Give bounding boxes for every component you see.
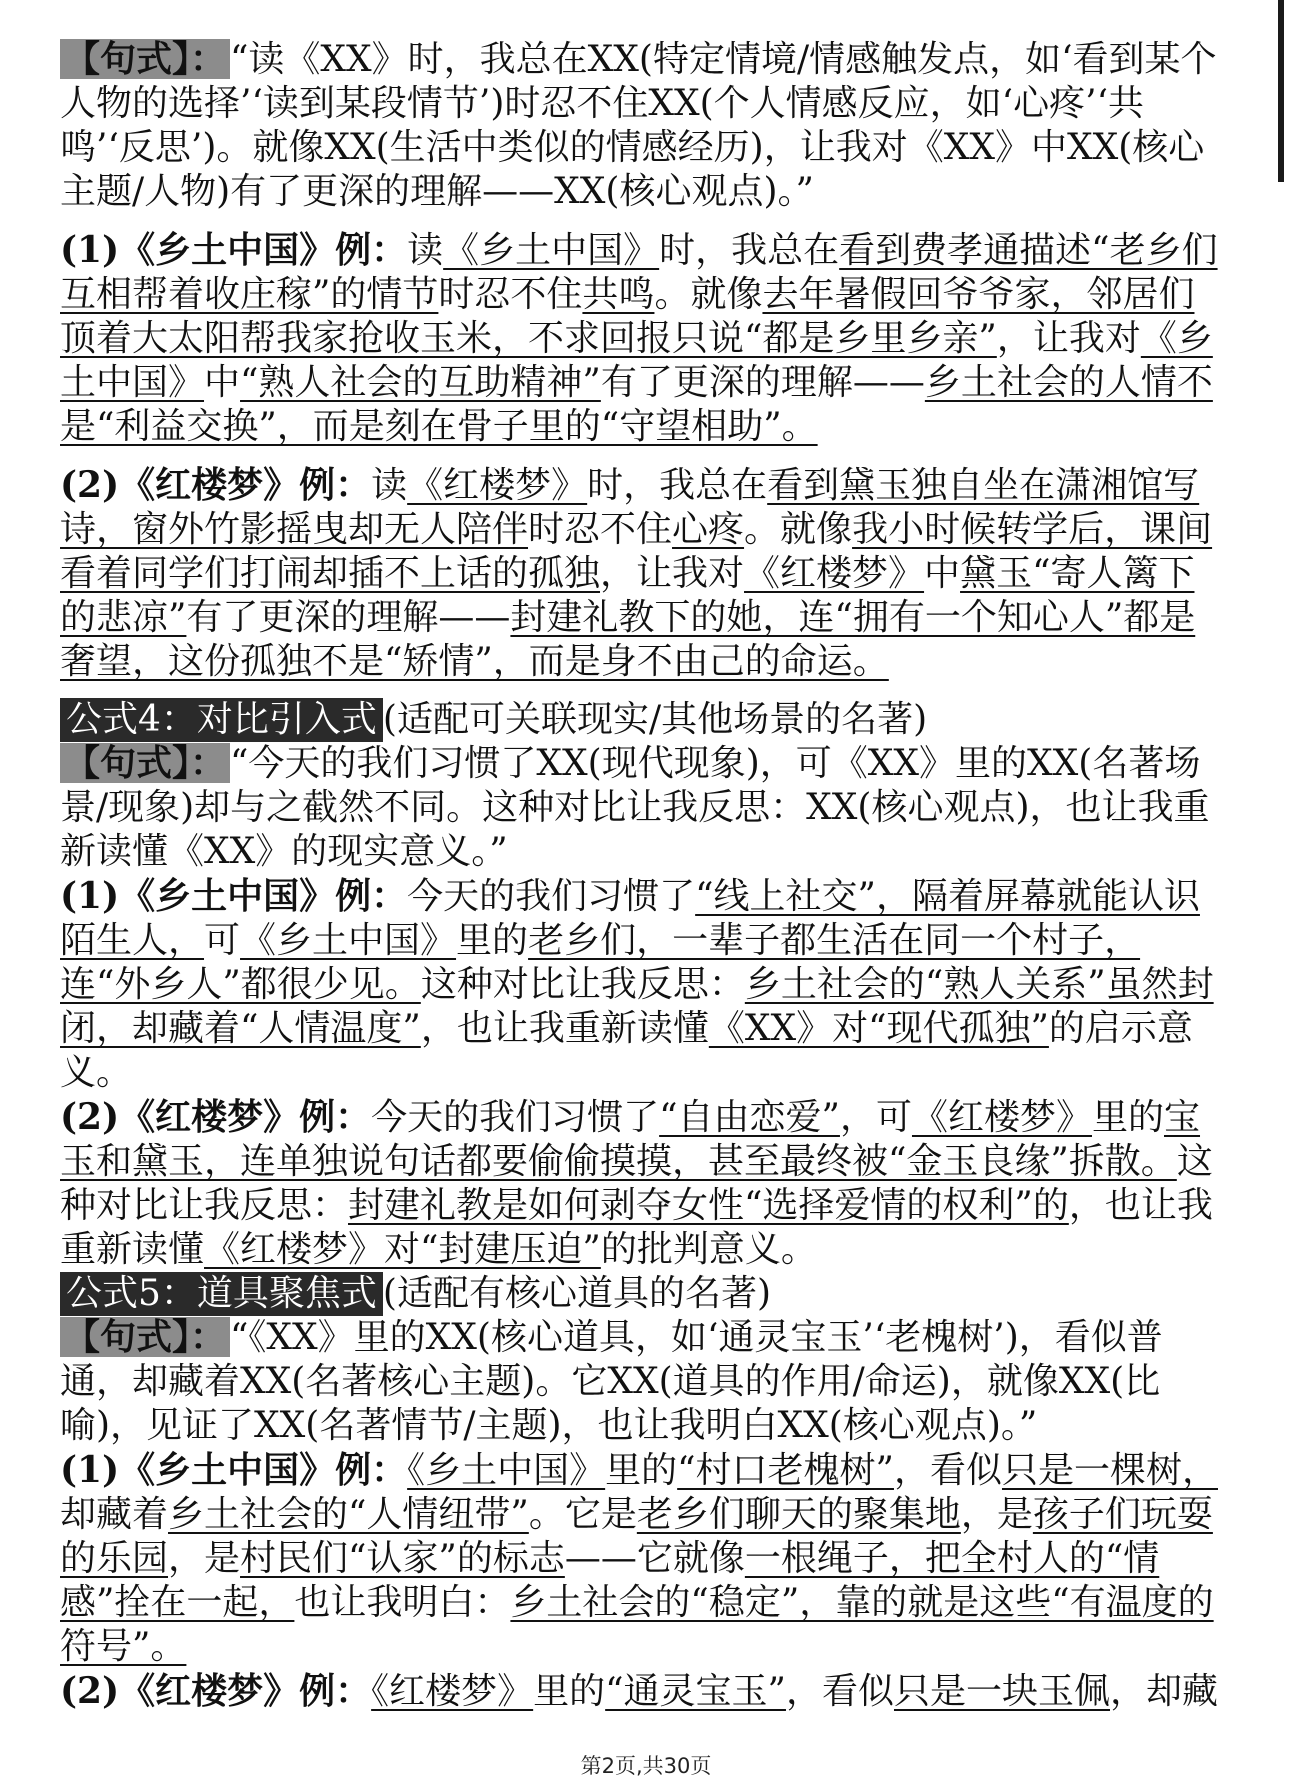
underlined-text: 封建礼教是如何剥夺女性“选择爱情的权利”的 <box>348 1185 1069 1226</box>
underlined-text: 看到费孝通描述“老乡们互相帮着收庄稼”的情节 <box>60 230 1218 315</box>
underlined-text: 心疼 <box>672 509 745 550</box>
example-xiangtu-1 <box>60 228 1228 449</box>
body-text: 的启示意义。 <box>60 1008 1193 1093</box>
body-text: 这种对比让我反思： <box>420 964 745 1005</box>
body-text: 时，我总在 <box>587 465 768 506</box>
body-text: 。它是 <box>528 1494 637 1535</box>
underlined-text: 看到黛玉独自坐在潇湘馆写诗，窗外竹影摇曳却无人陪伴 <box>60 465 1200 550</box>
body-text: 今天的我们习惯了 <box>371 1097 660 1138</box>
underlined-text: 乡土社会的“熟人关系”虽然封闭，却藏着“人情温度” <box>60 964 1214 1049</box>
sentence-pattern-1 <box>60 38 1228 214</box>
underlined-text: 《红楼梦》 <box>371 1671 534 1712</box>
body-text: 时忍不住 <box>438 274 583 315</box>
underlined-text: 老乡们，一辈子都生活在同一个村子，连“外乡人”都很少见。 <box>60 920 1141 1005</box>
body-text: 里的 <box>533 1671 606 1712</box>
body-text: ，看似 <box>785 1671 894 1712</box>
body-text: ，是 <box>960 1494 1033 1535</box>
body-text: 中 <box>924 553 961 594</box>
underlined-text: 村民们“认家”的标志 <box>240 1538 565 1579</box>
scrollbar[interactable] <box>1278 0 1284 182</box>
example-xiangtu-4 <box>60 874 1228 1095</box>
body-text: “《XX》里的XX(核心道具，如‘通灵宝玉’‘老槐树’)，看似普通，却藏着XX(名著核心主题)。它XX(道具的作用/命运)，就像XX(比喻)，见证了XX(名著情节/主题)，也让我明白XX(核心观点)。” <box>60 1317 1163 1446</box>
body-text: 有了更深的理解—— <box>600 362 925 403</box>
underlined-text: 《红楼梦》 <box>911 1097 1092 1138</box>
example-label: (2)《红楼梦》例： <box>60 464 372 506</box>
pattern-label: 【句式】： <box>60 1317 230 1357</box>
pattern-label: 【句式】： <box>60 39 230 79</box>
underlined-text: 孩子们玩耍的乐园 <box>60 1494 1213 1579</box>
example-label: (2)《红楼梦》例： <box>60 1670 372 1712</box>
underlined-text: 乡土社会的“人情纽带” <box>168 1494 529 1535</box>
body-text: 里的 <box>1091 1097 1164 1138</box>
example-label: (1)《乡土中国》例： <box>60 1449 408 1491</box>
underlined-text: 只是一棵树， <box>1001 1450 1218 1491</box>
body-text: ，也让我重新读懂 <box>420 1008 709 1049</box>
body-text: (适配可关联现实/其他场景的名著) <box>382 699 928 740</box>
underlined-text: 《乡土中国》 <box>407 1450 606 1491</box>
body-text: 今天的我们习惯了 <box>407 876 696 917</box>
body-text: 里的 <box>456 920 529 961</box>
example-label: (1)《乡土中国》例： <box>60 229 408 271</box>
body-text: (适配有核心道具的名著) <box>382 1273 771 1314</box>
underlined-text: 《XX》对“现代孤独” <box>708 1008 1049 1049</box>
document-page <box>60 38 1228 1714</box>
formula-title: 公式5：道具聚焦式 <box>60 1272 383 1316</box>
underlined-text: “线上社交”，隔着屏幕就能认识陌生人， <box>60 876 1200 961</box>
body-text: 也让我明白： <box>294 1582 511 1623</box>
underlined-text: 只是一块玉佩 <box>893 1671 1110 1712</box>
sentence-pattern-5 <box>60 1316 1228 1448</box>
body-text: 的批判意义。 <box>600 1229 817 1270</box>
underlined-text: 我小时候转学后，课间看着同学们打闹却插不上话的孤独 <box>60 509 1213 594</box>
underlined-text: 《乡土中国》 <box>60 318 1213 403</box>
body-text: ，却藏 <box>1110 1671 1219 1712</box>
body-text: ，看似 <box>893 1450 1002 1491</box>
underlined-text: “村口老槐树” <box>677 1450 894 1491</box>
pattern-label: 【句式】： <box>60 743 230 783</box>
body-text: “今天的我们习惯了XX(现代现象)，可《XX》里的XX(名著场景/现象)却与之截然不同。这种对比让我反思：XX(核心观点)，也让我重新读懂《XX》的现实意义。” <box>60 743 1210 872</box>
example-xiangtu-5 <box>60 1448 1228 1669</box>
example-label: (2)《红楼梦》例： <box>60 1096 372 1138</box>
body-text: ，也让我重新读懂 <box>60 1185 1213 1270</box>
body-text: ，让我对 <box>996 318 1141 359</box>
underlined-text: 黛玉“寄人篱下的悲凉” <box>60 553 1195 638</box>
underlined-text: 《红楼梦》 <box>744 553 925 594</box>
body-text: 里的 <box>605 1450 678 1491</box>
body-text: 时忍不住 <box>528 509 673 550</box>
underlined-text: 乡土社会的“稳定”，靠的就是这些“有温度的符号”。 <box>60 1582 1214 1667</box>
body-text: 读 <box>407 230 444 271</box>
body-text: ，可 <box>839 1097 912 1138</box>
body-text: “读《XX》时，我总在XX(特定情境/情感触发点，如‘看到某个人物的选择’‘读到某段情节’)时忍不住XX(个人情感反应，如‘心疼’‘共鸣’‘反思’)。就像XX(生活中类似的情感经历)，让我对《XX》中XX(核心主题/人物)有了更深的理解——XX(核心观点)。” <box>60 39 1217 212</box>
underlined-text: 去年暑假回爷爷家，邻居们顶着大太阳帮我家抢收玉米，不求回报只说“都是乡里乡亲” <box>60 274 1195 359</box>
body-text: 读 <box>371 465 408 506</box>
underlined-text: “通灵宝玉” <box>605 1671 786 1712</box>
body-text: ，让我对 <box>600 553 745 594</box>
underlined-text: 老乡们聊天的聚集地 <box>636 1494 961 1535</box>
underlined-text: 《红楼梦》对“封建压迫” <box>204 1229 601 1270</box>
underlined-text: 一根绳子，把全村人的“情感”拴在一起， <box>60 1538 1160 1623</box>
formula-title: 公式4：对比引入式 <box>60 698 383 742</box>
example-hongloumeng-4 <box>60 1095 1228 1272</box>
body-text: 。就像 <box>744 509 853 550</box>
example-label: (1)《乡土中国》例： <box>60 875 408 917</box>
formula-5-heading <box>60 1272 1228 1316</box>
sentence-pattern-4 <box>60 742 1228 874</box>
body-text: 中 <box>204 362 241 403</box>
body-text: 。就像 <box>654 274 763 315</box>
underlined-text: 乡土社会的人情不是“利益交换”，而是刻在骨子里的“守望相助”。 <box>60 362 1213 447</box>
underlined-text: 封建礼教下的她，连“拥有一个知心人”都是奢望，这份孤独不是“矫情”，而是身不由己的命运。 <box>60 597 1196 682</box>
underlined-text: “自由恋爱” <box>659 1097 840 1138</box>
body-text: 可 <box>204 920 241 961</box>
body-text: ，是 <box>168 1538 241 1579</box>
underlined-text: 《乡土中国》 <box>443 230 660 271</box>
body-text: 有了更深的理解—— <box>186 597 511 638</box>
underlined-text: “熟人社会的互助精神” <box>240 362 601 403</box>
body-text: ——它就像 <box>564 1538 745 1579</box>
underlined-text: 《乡土中国》 <box>240 920 457 961</box>
body-text: 却藏着 <box>60 1494 169 1535</box>
formula-4-heading <box>60 698 1228 742</box>
example-hongloumeng-5 <box>60 1669 1228 1714</box>
underlined-text: 宝玉和黛玉，连单独说句话都要偷偷摸摸，甚至最终被“金玉良缘”拆散。 <box>60 1097 1201 1182</box>
body-text: 时，我总在 <box>659 230 840 271</box>
underlined-text: 《红楼梦》 <box>407 465 588 506</box>
underlined-text: 共鸣 <box>582 274 655 315</box>
page-number: 第2页,共30页 <box>580 1754 712 1778</box>
example-hongloumeng-1 <box>60 463 1228 684</box>
body-text: 这种对比让我反思： <box>60 1141 1213 1226</box>
